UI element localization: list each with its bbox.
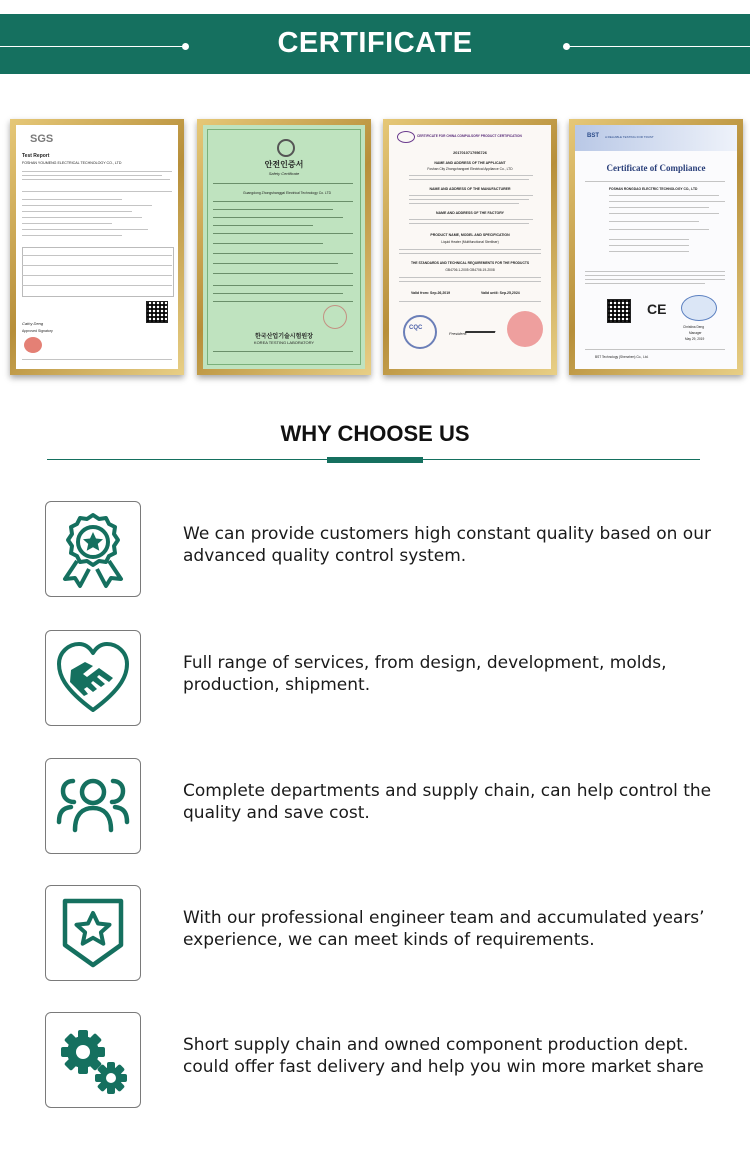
star-shield-icon <box>53 893 133 973</box>
feature-engineers <box>45 885 722 981</box>
why-divider-accent <box>327 457 423 463</box>
korea-seal-icon <box>323 305 347 329</box>
certificate-bst[interactable] <box>569 119 743 375</box>
sgs-stamp-icon <box>24 337 42 353</box>
feature-services <box>45 630 705 726</box>
certificate-header <box>0 14 750 74</box>
ccc-president-label: President: <box>449 331 468 336</box>
heart-handshake-icon <box>53 638 133 718</box>
feature-supply-chain <box>45 758 712 854</box>
certificate-ccc-paper <box>389 125 551 369</box>
bst-signer-role: Manager <box>689 331 702 335</box>
ccc-logo-icon <box>397 131 415 143</box>
ccc-number: 2017010717956726 <box>453 151 487 155</box>
ccc-factory-label: NAME AND ADDRESS OF THE FACTORY <box>436 211 504 215</box>
why-choose-us-title: WHY CHOOSE US <box>280 421 470 446</box>
cqc-logo: CQC <box>409 325 423 331</box>
ccc-red-seal-icon <box>507 311 543 347</box>
certificate-korea[interactable] <box>197 119 371 375</box>
sgs-lab: Approved Signatory <box>22 329 53 333</box>
certificate-ccc[interactable] <box>383 119 557 375</box>
ccc-valid-from: Valid from: Sep.26,2019 <box>411 291 451 295</box>
feature-icon-box <box>45 1012 141 1108</box>
ccc-signature-icon <box>465 321 499 333</box>
award-ribbon-icon <box>53 509 133 589</box>
ccc-heading: CERTIFICATE FOR CHINA COMPULSORY PRODUCT CERTIFICATION <box>417 134 522 138</box>
certificate-bst-paper <box>575 125 737 369</box>
ccc-product: Liquid Heater (Multifunctional Steriliser) <box>441 240 499 244</box>
feature-text: We can provide customers high constant quality based on our advanced quality control system. <box>183 524 711 566</box>
korea-subtitle: Safety Certificate <box>268 171 300 176</box>
gears-icon <box>53 1020 133 1100</box>
feature-icon-box <box>45 885 141 981</box>
ccc-company: Foshan City Zhongchangwei Electrical Appliance Co., LTD <box>427 167 513 171</box>
ccc-manufacturer-label: NAME AND ADDRESS OF THE MANUFACTURER <box>429 187 511 191</box>
bst-footer: BST Technology (Shenzhen) Co., Ltd. <box>595 355 649 359</box>
team-icon <box>53 766 133 846</box>
bst-company: FOSHAN RONGDAO ELECTRIC TECHNOLOGY CO., LTD <box>609 187 698 191</box>
header-title: CERTIFICATE <box>277 27 473 59</box>
ccc-standards-label: THE STANDARDS AND TECHNICAL REQUIREMENTS FOR THE PRODUCTS <box>410 261 530 265</box>
feature-text: Short supply chain and owned component production dept. could offer fast delivery and help you win more market share <box>183 1035 704 1077</box>
ccc-product-label: PRODUCT NAME, MODEL AND SPECIFICATION <box>430 233 510 237</box>
feature-text: Full range of services, from design, development, molds, production, shipment. <box>183 653 667 695</box>
bst-tagline: A RELIABLE TESTING FOR TRUST <box>605 135 654 139</box>
korea-heading: 안전인증서 <box>264 160 304 169</box>
ccc-valid-until: Valid until: Sep.25,2024 <box>481 291 520 295</box>
feature-delivery <box>45 1012 705 1108</box>
sgs-logo: SGS <box>30 133 54 145</box>
bst-ce-mark: CE <box>647 301 667 317</box>
header-line-right <box>567 46 750 47</box>
cqc-seal-icon <box>403 315 437 349</box>
ccc-standards: GB4706.1-2005 GB4706.19-2008 <box>445 268 495 272</box>
feature-quality <box>45 501 711 597</box>
bst-signer: Christina Deng <box>683 325 705 329</box>
bst-brand: BST <box>587 133 599 139</box>
sgs-company: FOSHAN YOUMENG ELECTRICAL TECHNOLOGY CO., LTD <box>22 161 122 165</box>
bst-heading: Certificate of Compliance <box>606 163 706 173</box>
feature-icon-box <box>45 501 141 597</box>
korea-footer-en: KOREA TESTING LABORATORY <box>253 340 315 345</box>
certificate-sgs[interactable] <box>10 119 184 375</box>
certificate-korea-paper <box>203 125 365 369</box>
feature-text: Complete departments and supply chain, can help control the quality and save cost. <box>183 781 712 823</box>
certificate-sgs-paper <box>16 125 178 369</box>
certificates-row <box>8 113 744 381</box>
bst-seal-icon <box>681 295 717 321</box>
ccc-applicant-label: NAME AND ADDRESS OF THE APPLICANT <box>434 161 506 165</box>
bst-date: May 29, 2019 <box>685 337 705 341</box>
feature-text: With our professional engineer team and accumulated years’ experience, we can meet kinds of requirements. <box>183 908 722 950</box>
sgs-subtitle: Test Report <box>22 153 50 159</box>
sgs-signer: Cathy Deng <box>22 321 44 326</box>
korea-footer-ko: 한국산업기술시험원장 <box>255 334 313 340</box>
korea-company: Guangdong Zhongshanggai Electrical Technology Co. LTD <box>243 191 332 195</box>
feature-icon-box <box>45 758 141 854</box>
kc-mark-icon <box>277 139 295 157</box>
feature-icon-box <box>45 630 141 726</box>
